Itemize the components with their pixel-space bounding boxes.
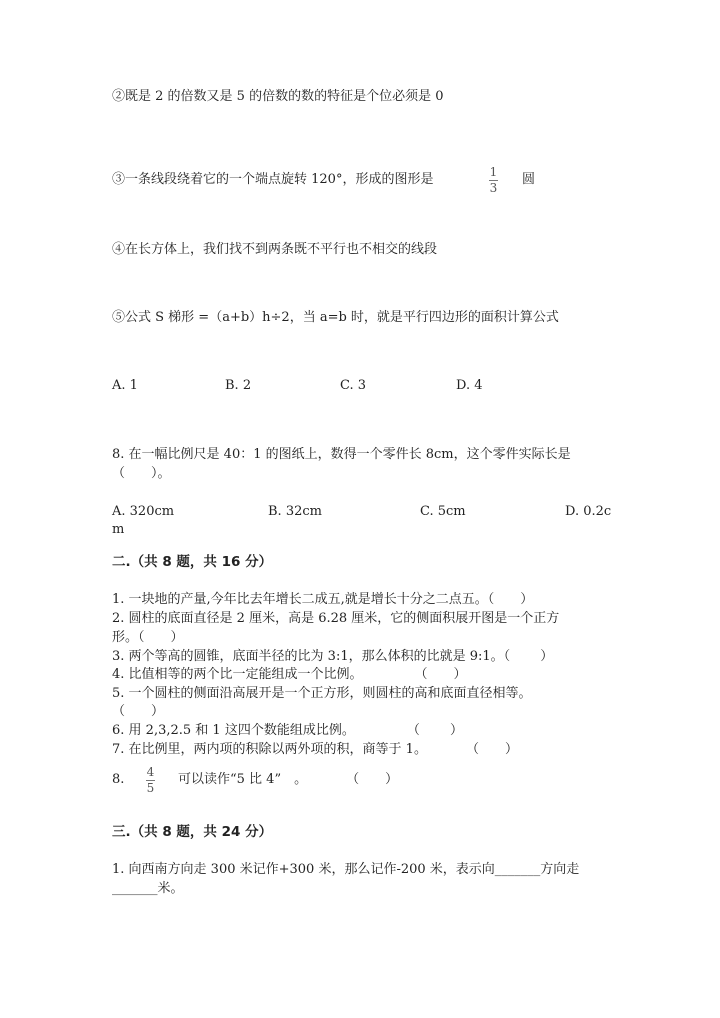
tf-q8-number: 8. (112, 772, 125, 787)
tf-line-4: 3. 两个等高的圆锥，底面半径的比为 3:1，那么体积的比就是 9:1。（ ） (112, 649, 554, 664)
tf-line-6: 5. 一个圆柱的侧面沿高展开是一个正方形，则圆柱的高和底面直径相等。 (112, 686, 532, 701)
tf-line-7: （ ） (112, 704, 165, 719)
tf-line-1: 1. 一块地的产量,今年比去年增长二成五,就是增长十分之二点五。（ ） (112, 592, 534, 607)
statement-5: ⑤公式 S 梯形 =（a+b）h÷2，当 a=b 时，就是平行四边形的面积计算公式 (112, 310, 559, 325)
q8-option-d-wrap: m (112, 522, 125, 537)
tf-q8-text: 可以读作“5 比 4” 。 （ ） (178, 772, 399, 787)
tf-line-3: 形。（ ） (112, 630, 184, 645)
q8-option-c[interactable]: C. 5cm (420, 504, 466, 519)
q8-text: 8. 在一幅比例尺是 40：1 的图纸上，数得一个零件长 8cm，这个零件实际长是 (112, 447, 571, 462)
section-3-title: 三.（共 8 题，共 24 分） (112, 824, 273, 840)
tf-line-8: 6. 用 2,3,2.5 和 1 这四个数能组成比例。 （ ） (112, 723, 463, 738)
q7-option-a[interactable]: A. 1 (112, 378, 138, 393)
q8-option-d[interactable]: D. 0.2c (565, 504, 612, 519)
statement-4: ④在长方体上，我们找不到两条既不平行也不相交的线段 (112, 242, 438, 257)
statement-3-suffix: 圆 (522, 172, 536, 187)
fraction-denominator: 3 (489, 181, 498, 195)
tf-line-5: 4. 比值相等的两个比一定能组成一个比例。 （ ） (112, 667, 467, 682)
fraction-numerator: 1 (489, 165, 498, 179)
q7-option-d[interactable]: D. 4 (456, 378, 483, 393)
section-2-title: 二.（共 8 题，共 16 分） (112, 554, 273, 570)
fraction-denominator: 5 (146, 781, 155, 795)
statement-3: ③一条线段绕着它的一个端点旋转 120°，形成的图形是 (112, 172, 434, 187)
fraction-numerator: 4 (146, 765, 155, 779)
q7-option-c[interactable]: C. 3 (340, 378, 367, 393)
q8-option-b[interactable]: B. 32cm (268, 504, 322, 519)
q8-blank: （ ）。 (112, 466, 171, 481)
tf-line-9: 7. 在比例里，两内项的积除以两外项的积，商等于 1。 （ ） (112, 742, 518, 757)
q8-option-a[interactable]: A. 320cm (112, 504, 175, 519)
fraction-four-fifths (146, 766, 155, 795)
fraction-one-third (489, 166, 498, 195)
tf-line-2: 2. 圆柱的底面直径是 2 厘米，高是 6.28 厘米，它的侧面积展开图是一个正方 (112, 611, 560, 626)
statement-2: ②既是 2 的倍数又是 5 的倍数的数的特征是个位必须是 0 (112, 89, 444, 104)
fill-q1-line-1: 1. 向西南方向走 300 米记作+300 米，那么记作-200 米，表示向_______方向走 (112, 862, 580, 877)
q7-option-b[interactable]: B. 2 (225, 378, 252, 393)
fill-q1-line-2: _______米。 (112, 881, 184, 896)
